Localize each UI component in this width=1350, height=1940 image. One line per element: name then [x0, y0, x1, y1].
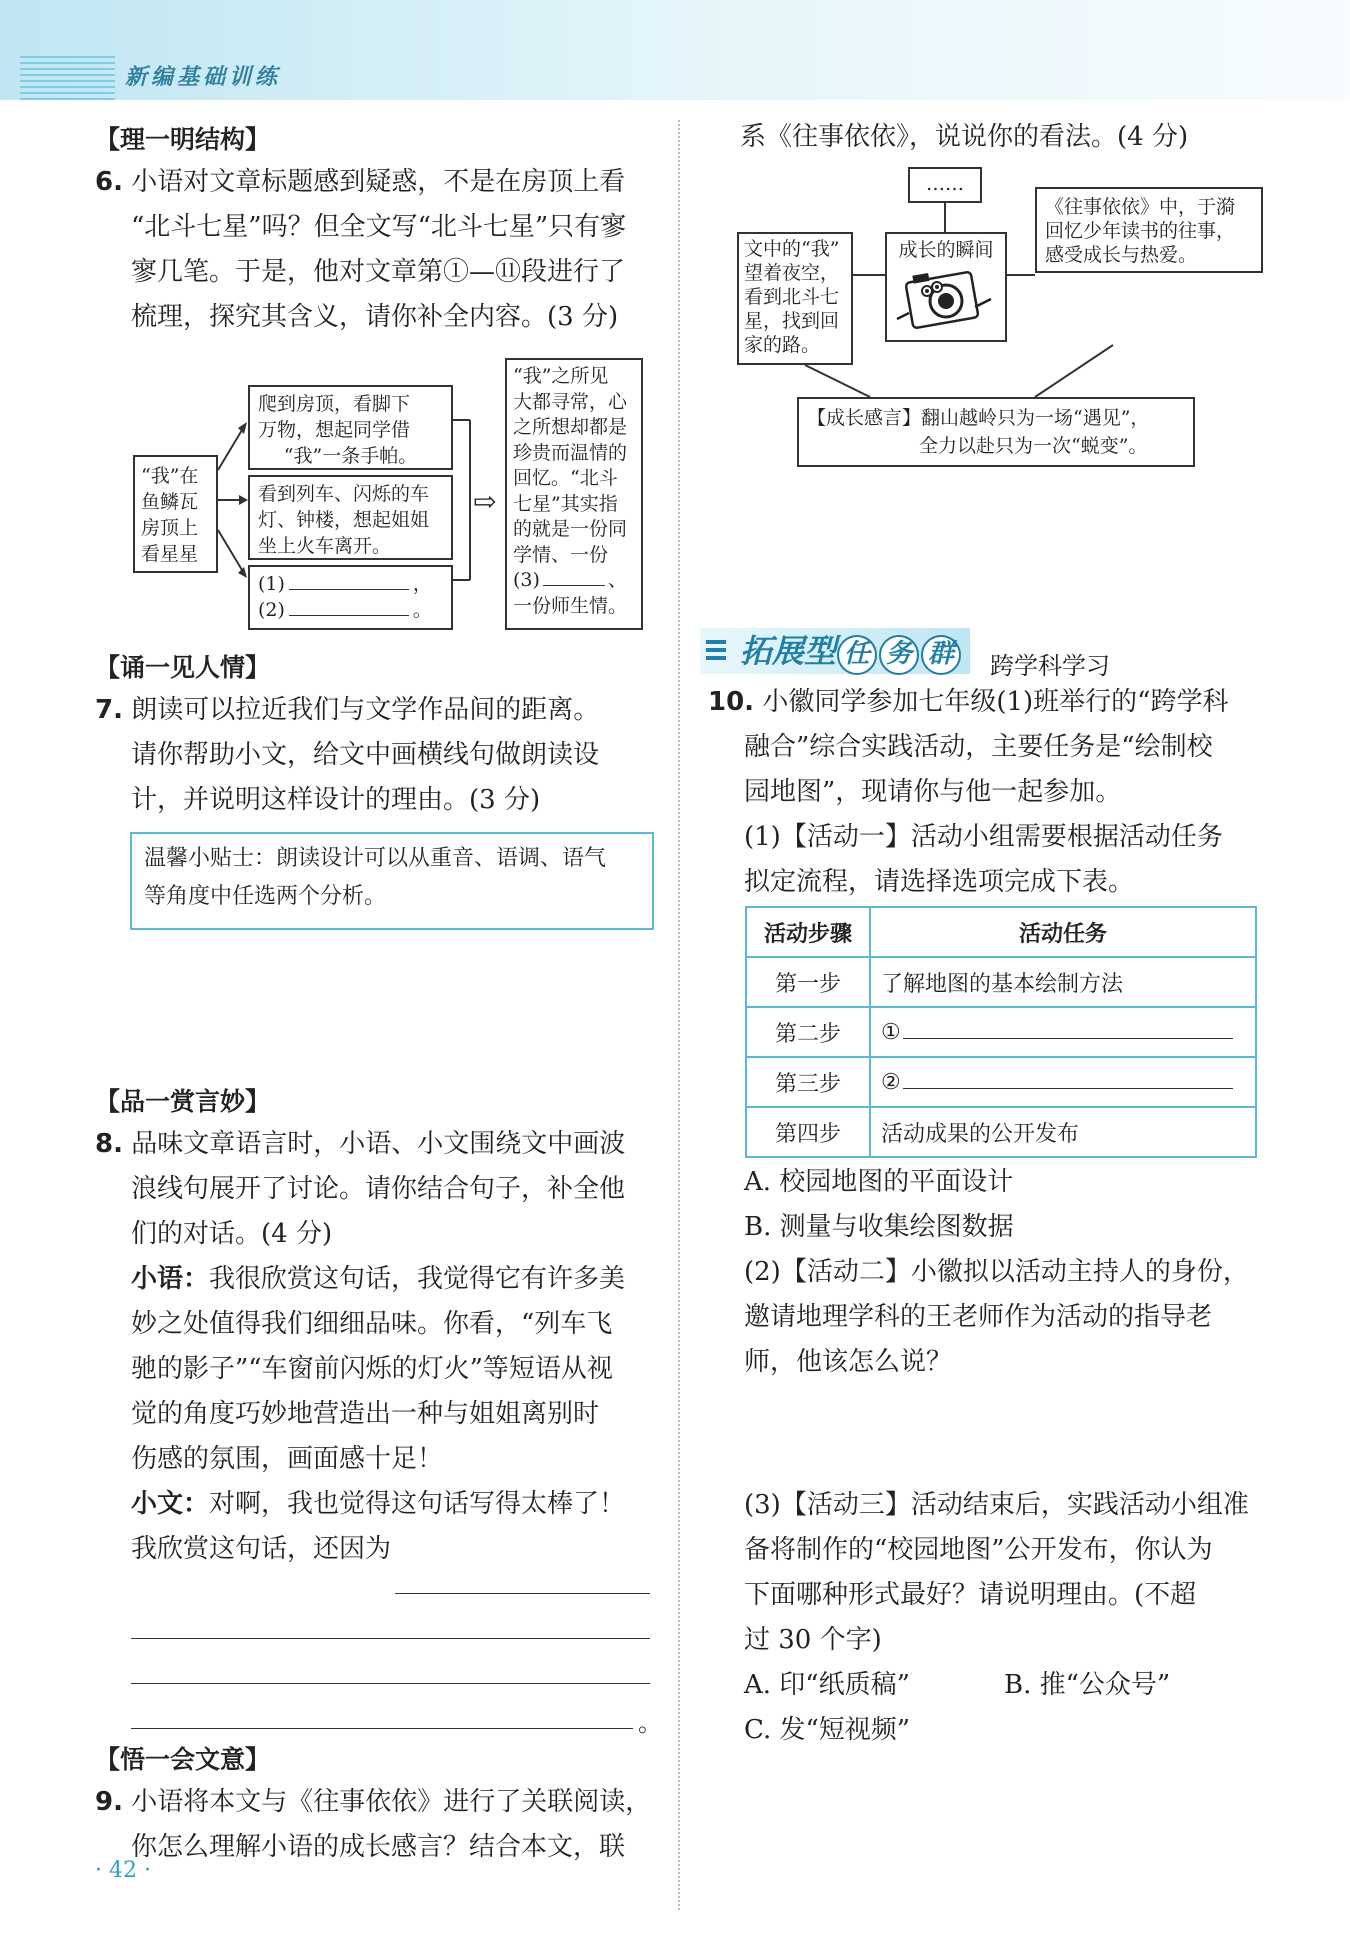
option-3b: B. 推“公众号” — [1004, 1670, 1171, 1700]
text: 全力以赴只为一次“蜕变”。 — [919, 435, 1148, 457]
column-divider — [678, 120, 680, 1910]
q10-part3-line3: 下面哪种形式最好？请说明理由。(不超 — [744, 1580, 1197, 1610]
question-8 — [95, 1122, 665, 1572]
table-row — [746, 1007, 1256, 1057]
text: 、 — [607, 569, 627, 591]
dialog-a-line5: 伤感的氛围，画面感十足！ — [131, 1444, 444, 1474]
tip-line1: 温馨小贴士：朗读设计可以从重音、语调、语气 — [144, 846, 607, 871]
table-cell-task: 了解地图的基本绘制方法 — [870, 957, 1256, 1007]
blank-2[interactable] — [289, 615, 409, 616]
q10-part1-line2: 拟定流程，请选择选项完成下表。 — [744, 867, 1135, 897]
q7-line3: 计，并说明这样设计的理由。(3 分) — [131, 785, 541, 815]
q7-line1: 朗读可以拉近我们与文学作品间的距离。 — [131, 695, 600, 725]
text: 坐上火车离开。 — [258, 535, 392, 557]
q8-line2: 浪线句展开了讨论。请你结合句子，补全他 — [131, 1174, 626, 1204]
question-number: 10. — [708, 687, 755, 717]
q10-line1: 小徽同学参加七年级(1)班举行的“跨学科 — [762, 687, 1229, 717]
option-a: A. 校园地图的平面设计 — [744, 1167, 1014, 1197]
section-title-meaning: 【悟一会文意】 — [95, 1745, 271, 1774]
dialog-b-line2: 我欣赏这句话，还因为 — [131, 1534, 392, 1564]
tip-line2: 等角度中任选两个分析。 — [144, 884, 387, 909]
q10-line3: 园地图”，现请你与他一起参加。 — [744, 777, 1122, 807]
dialog-a-line2: 妙之处值得我们细细品味。你看，“列车飞 — [131, 1309, 613, 1339]
section-title-language: 【品一赏言妙】 — [95, 1087, 271, 1116]
text: 一份师生情。 — [513, 594, 628, 617]
text: 回忆。“北斗 — [513, 467, 618, 489]
diagram-left-box — [737, 232, 853, 365]
text: 文中的“我” — [744, 238, 840, 260]
text: 群 — [921, 635, 961, 675]
option-3a: A. 印“纸质稿” — [744, 1670, 910, 1700]
table-cell-task[interactable] — [870, 1007, 1256, 1057]
growth-quote-box — [797, 397, 1195, 467]
text: 对啊，我也觉得这句话写得太棒了！ — [209, 1489, 626, 1519]
text: 灯、钟楼，想起姐姐 — [258, 509, 430, 531]
blank-3[interactable] — [543, 585, 605, 586]
dialog-a-line1 — [95, 1264, 625, 1294]
q6-line4: 梳理，探究其含义，请你补全内容。(3 分) — [131, 302, 619, 332]
text: 成长的瞬间 — [898, 239, 994, 261]
question-10 — [708, 680, 1278, 905]
dialog-b-line1 — [95, 1489, 625, 1519]
blank-1[interactable] — [289, 589, 409, 590]
q10-part3-line1: (3)【活动三】活动结束后，实践活动小组准 — [744, 1490, 1249, 1520]
activity-table — [745, 906, 1257, 1158]
q9-line1: 小语将本文与《往事依依》进行了关联阅读， — [131, 1787, 652, 1817]
q7-line2: 请你帮助小文，给文中画横线句做朗读设 — [131, 740, 600, 770]
q8-line1: 品味文章语言时，小语、小文围绕文中画波 — [131, 1129, 626, 1159]
text: “我”之所见 — [513, 365, 609, 387]
text: “我”一条手帕。 — [283, 445, 418, 467]
question-6 — [95, 160, 665, 340]
text: ② — [881, 1069, 901, 1095]
right-arrow-icon: ⇨ — [473, 485, 497, 518]
text: 务 — [879, 635, 919, 675]
banner-decoration — [706, 640, 726, 662]
table-cell-task[interactable] — [870, 1057, 1256, 1107]
q10-part3-line4: 过 30 个字) — [744, 1625, 882, 1655]
diagram-box-c — [248, 565, 453, 630]
diagram-top-box: …… — [908, 167, 982, 203]
q10-part1-line1: (1)【活动一】活动小组需要根据活动任务 — [744, 822, 1223, 852]
text: 学情、一份 — [513, 543, 609, 566]
tip-box — [130, 832, 654, 930]
structure-diagram — [130, 350, 650, 630]
task-banner-title — [740, 626, 962, 675]
q10-part2-line2: 邀请地理学科的王老师作为活动的指导老 — [744, 1302, 1213, 1332]
header-title: 新编基础训练 — [125, 65, 282, 90]
option-3c: C. 发“短视频” — [744, 1715, 911, 1745]
text: 鱼鳞瓦 — [141, 491, 199, 513]
banner-subtitle: 跨学科学习 — [990, 652, 1110, 680]
blank-1-row — [258, 571, 443, 597]
q10-options-and-parts — [744, 1160, 1274, 1385]
dialog-a-line4: 觉的角度巧妙地营造出一种与姐姐离别时 — [131, 1399, 600, 1429]
section-title-structure: 【理一明结构】 — [95, 125, 271, 154]
text: 看到北斗七 — [744, 286, 840, 308]
question-7 — [95, 688, 665, 823]
text: 爬到房顶，看脚下 — [258, 393, 411, 415]
text: 七星”其实指 — [513, 492, 618, 515]
answer-line-2[interactable] — [131, 1638, 650, 1639]
q10-part2-line3: 师，他该怎么说？ — [744, 1347, 953, 1377]
text: “我”在 — [141, 465, 199, 487]
question-number: 6. — [95, 167, 123, 197]
q10-line2: 融合”综合实践活动，主要任务是“绘制校 — [744, 732, 1213, 762]
q8-line3: 们的对话。(4 分) — [131, 1219, 333, 1249]
text: 回忆少年读书的往事， — [1045, 220, 1236, 242]
text: 看到列车、闪烁的车 — [258, 483, 430, 505]
text: (3) — [513, 569, 540, 591]
text: 之所想却都是 — [513, 416, 628, 438]
text: 【成长感言】翻山越岭只为一场“遇见”， — [807, 407, 1150, 429]
page-number: · 42 · — [95, 1858, 151, 1883]
q6-line3: 寥几笔。于是，他对文章第①—⑪段进行了 — [131, 257, 626, 287]
section-title-reading: 【诵一见人情】 — [95, 653, 271, 682]
diagram-right-box — [505, 358, 643, 630]
blank-3-row — [513, 568, 635, 594]
table-cell-step: 第二步 — [746, 1007, 870, 1057]
diagram-center-box — [885, 232, 1007, 342]
table-header: 活动步骤 — [746, 907, 870, 957]
text: (2) — [258, 599, 285, 621]
header-decoration — [20, 56, 115, 100]
q10-part3-line2: 备将制作的“校园地图”公开发布，你认为 — [744, 1535, 1213, 1565]
q6-line1: 小语对文章标题感到疑惑，不是在房顶上看 — [131, 167, 626, 197]
text: ① — [881, 1019, 901, 1045]
text: (1) — [258, 573, 285, 595]
text: 的就是一份同 — [513, 518, 628, 540]
diagram-box-a — [248, 385, 453, 470]
text: 。 — [412, 599, 432, 621]
growth-diagram — [735, 165, 1265, 475]
speaker-name: 小语： — [131, 1264, 210, 1294]
question-number: 8. — [95, 1129, 123, 1159]
option-b: B. 测量与收集绘图数据 — [744, 1212, 1014, 1242]
table-cell-step: 第四步 — [746, 1107, 870, 1157]
table-header: 活动任务 — [870, 907, 1256, 957]
text: 看星星 — [141, 543, 199, 565]
text: 家的路。 — [744, 334, 821, 356]
answer-area-q7[interactable] — [130, 945, 654, 1065]
answer-line-4[interactable] — [131, 1728, 633, 1729]
blank-2-row — [258, 597, 443, 623]
table-header-row — [746, 907, 1256, 957]
table-row — [746, 1107, 1256, 1157]
text: ， — [412, 573, 432, 595]
camera-icon — [891, 263, 1001, 333]
q10-part3 — [744, 1483, 1274, 1753]
text: 任 — [837, 635, 877, 675]
answer-line-1[interactable] — [395, 1593, 650, 1594]
dialog-a-line3: 驰的影子”“车窗前闪烁的灯火”等短语从视 — [131, 1354, 613, 1384]
answer-area-part2[interactable] — [744, 1390, 1264, 1480]
q10-part2-line1: (2)【活动二】小徽拟以活动主持人的身份， — [744, 1257, 1249, 1287]
diagram-left-box — [133, 455, 218, 573]
q9-line2: 你怎么理解小语的成长感言？结合本文，联 — [131, 1832, 626, 1862]
period: 。 — [638, 1709, 662, 1737]
table-cell-task: 活动成果的公开发布 — [870, 1107, 1256, 1157]
text: 我很欣赏这句话，我觉得它有许多美 — [209, 1264, 626, 1294]
table-cell-step: 第三步 — [746, 1057, 870, 1107]
speaker-name: 小文： — [131, 1489, 210, 1519]
diagram-box-b — [248, 475, 453, 560]
text: 房顶上 — [141, 517, 199, 539]
text: 珍贵而温情的 — [513, 441, 628, 464]
blank-step-3[interactable] — [903, 1088, 1233, 1089]
table-cell-step: 第一步 — [746, 957, 870, 1007]
text: 感受成长与热爱。 — [1045, 244, 1198, 266]
q9-continued: 系《往事依依》，说说你的看法。(4 分) — [740, 122, 1189, 152]
table-row — [746, 1057, 1256, 1107]
question-number: 7. — [95, 695, 123, 725]
diagram-right-box — [1035, 187, 1263, 273]
blank-step-2[interactable] — [903, 1038, 1233, 1039]
text: 望着夜空， — [744, 262, 840, 284]
table-row — [746, 957, 1256, 1007]
q6-line2: “北斗七星”吗？但全文写“北斗七星”只有寥 — [131, 212, 627, 242]
text: 万物，想起同学借 — [258, 419, 411, 441]
answer-line-3[interactable] — [131, 1683, 650, 1684]
text: 大都寻常，心 — [513, 390, 628, 413]
text: 拓展型 — [740, 632, 837, 670]
text: 星，找到回 — [744, 310, 840, 332]
question-number: 9. — [95, 1787, 123, 1817]
text: 《往事依依》中，于漪 — [1045, 196, 1236, 218]
question-9 — [95, 1780, 665, 1870]
